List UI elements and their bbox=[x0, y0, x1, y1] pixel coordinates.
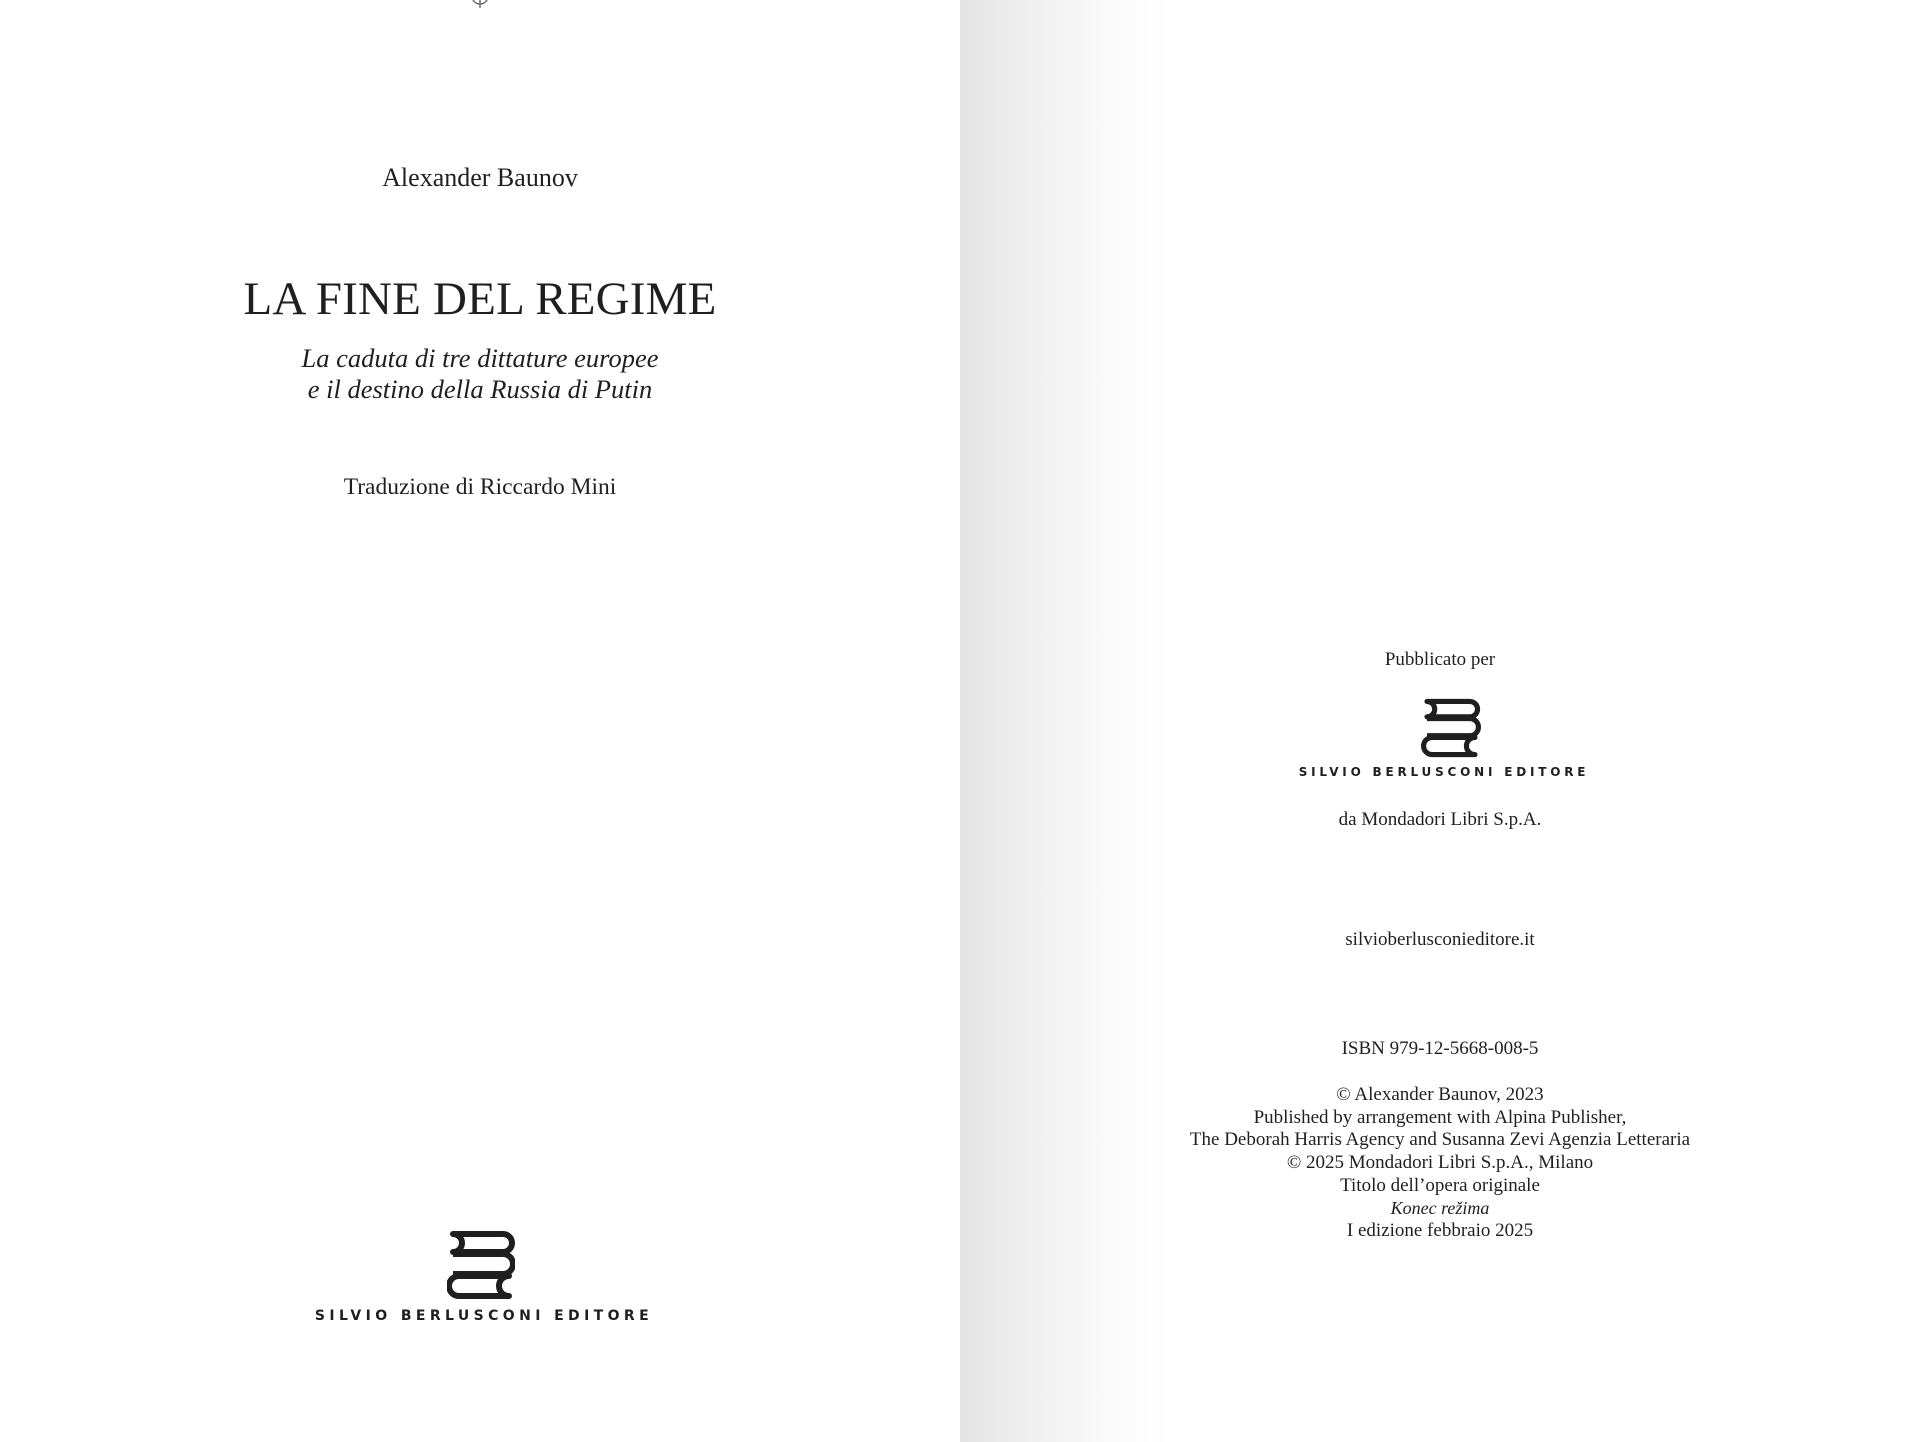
copyright-line: Published by arrangement with Alpina Publisher, bbox=[1253, 1107, 1627, 1128]
publisher-name: SILVIO BERLUSCONI EDITORE bbox=[314, 1308, 654, 1324]
publisher-website: silvioberlusconieditore.it bbox=[1345, 929, 1535, 950]
stacked-books-logo-icon bbox=[447, 1230, 515, 1300]
original-title: Konec režima bbox=[1390, 1198, 1490, 1218]
original-title-label: Titolo dell’opera originale bbox=[1340, 1175, 1540, 1196]
published-for-label: Pubblicato per bbox=[1384, 649, 1496, 670]
copyright-line: © Alexander Baunov, 2023 bbox=[1336, 1084, 1544, 1105]
book-subtitle-line-1: La caduta di tre dittature europee bbox=[301, 343, 659, 373]
copyright-line: © 2025 Mondadori Libri S.p.A., Milano bbox=[1286, 1152, 1594, 1173]
imprint-of-text: da Mondadori Libri S.p.A. bbox=[1338, 809, 1542, 830]
stacked-books-logo-icon bbox=[1420, 698, 1482, 758]
edition-date: I edizione febbraio 2025 bbox=[1346, 1220, 1534, 1241]
author-name: Alexander Baunov bbox=[382, 163, 578, 192]
copyright-page bbox=[960, 0, 1920, 1442]
isbn-text: ISBN 979-12-5668-008-5 bbox=[1341, 1038, 1539, 1059]
copyright-line: The Deborah Harris Agency and Susanna Zevi Agenzia Letteraria bbox=[1189, 1129, 1691, 1150]
translator-credit: Traduzione di Riccardo Mini bbox=[343, 474, 617, 500]
book-subtitle-line-2: e il destino della Russia di Putin bbox=[307, 374, 653, 404]
publisher-name: SILVIO BERLUSCONI EDITORE bbox=[1298, 765, 1590, 779]
ornament-icon bbox=[469, 0, 491, 8]
book-title: LA FINE DEL REGIME bbox=[243, 273, 717, 325]
